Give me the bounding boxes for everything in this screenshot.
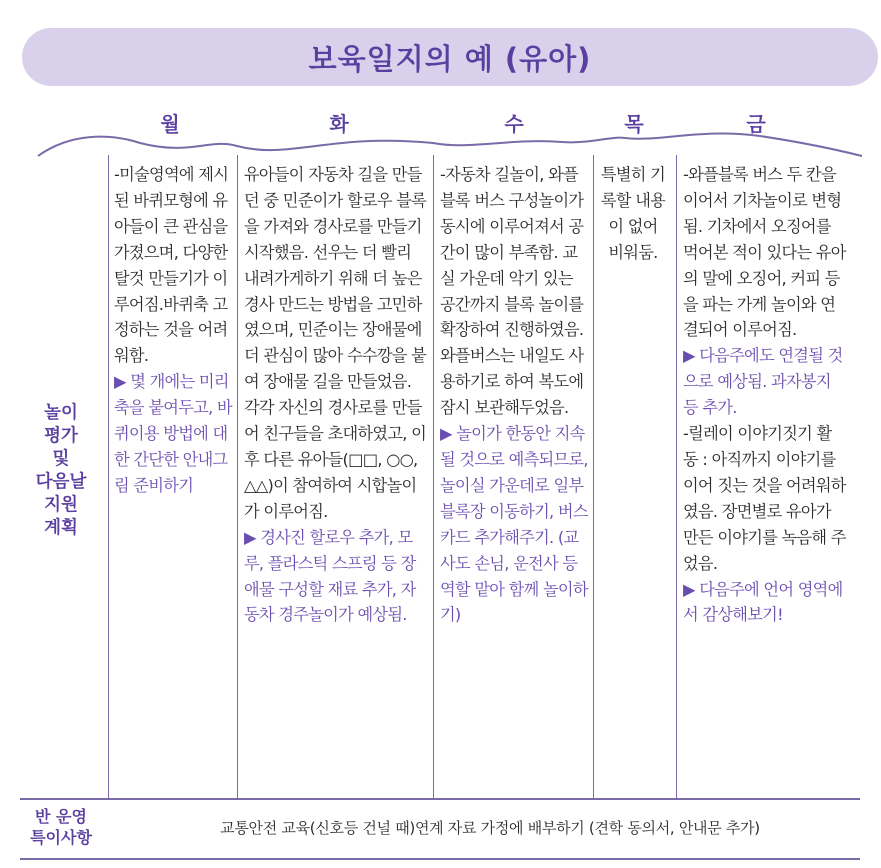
row-label-line: 및 (52, 449, 70, 469)
day-wed: 수 (504, 112, 524, 136)
column-divider (433, 155, 434, 798)
row-label-line: 지원 (44, 495, 78, 515)
cell-friday (683, 162, 846, 628)
row-label-special (20, 806, 102, 848)
plan-text: ▶ 몇 개에는 미리 축을 붙여두고, 바퀴이용 방법에 대한 간단한 안내그림 준비하기 (114, 372, 232, 495)
column-divider (676, 155, 677, 798)
row-label-line: 계획 (44, 518, 78, 538)
day-fri: 금 (746, 112, 766, 136)
evaluation-text: -와플블록 버스 두 칸을 이어서 기차놀이로 변형됨. 기차에서 오징어를 먹어본 적이 있다는 유아의 말에 오징어, 커피 등을 파는 가게 놀이와 연결되어 이루어짐. (683, 165, 846, 340)
plan-text: ▶ 다음주에 언어 영역에서 감상해보기! (683, 579, 843, 625)
day-tue: 화 (329, 112, 349, 136)
plan-text: ▶ 다음주에도 연결될 것으로 예상됨. 과자봉지 등 추가. (683, 346, 843, 418)
evaluation-text: -릴레이 이야기짓기 활동 : 아직까지 이야기를 이어 짓는 것을 어려워하였음. 장면별로 유아가 만든 이야기를 녹음해 주었음. (683, 424, 846, 573)
cell-wednesday (440, 162, 590, 628)
row-divider (20, 798, 860, 800)
evaluation-text: 특별히 기록할 내용이 없어 비워둠. (600, 165, 666, 262)
row-label-line: 반 운영 (35, 807, 87, 826)
plan-text: ▶ 경사진 할로우 추가, 모루, 플라스틱 스프링 등 장애물 구성할 재료 추가, 자동차 경주놀이가 예상됨. (244, 527, 416, 625)
plan-text: ▶ 놀이가 한동안 지속될 것으로 예측되므로, 놀이실 가운데로 일부 블록장 이동하기, 버스 카드 추가해주기. (교사도 손님, 운전사 등 역할 맡아 함께 놀이하기) (440, 424, 588, 625)
day-thu: 목 (624, 112, 644, 136)
title-banner (22, 28, 878, 86)
cell-tuesday (244, 162, 430, 628)
evaluation-text: -미술영역에 제시된 바퀴모형에 유아들이 큰 관심을 가졌으며, 다양한 탈것 만들기가 이루어짐.바퀴축 고정하는 것을 어려워함. (114, 165, 229, 366)
evaluation-text: -자동차 길놀이, 와플블록 버스 구성놀이가 동시에 이루어져서 공간이 많이 부족함. 교실 가운데 악기 있는 공간까지 블록 놀이를 확장하여 진행하였음. 와플버스는 내일도 사용하기로 하여 복도에 잠시 보관해두었음. (440, 165, 584, 418)
row-label-line: 특이사항 (30, 828, 92, 847)
special-notes-text: 교통안전 교육(신호등 건널 때)연계 자료 가정에 배부하기 (견학 동의서, 안내문 추가) (220, 819, 760, 837)
row-label-line: 놀이 (44, 403, 78, 423)
page-title: 보육일지의 예 (유아) (308, 41, 592, 76)
row-label-line: 평가 (44, 426, 78, 446)
evaluation-text: 유아들이 자동차 길을 만들던 중 민준이가 할로우 블록을 가져와 경사로를 만들기 시작했음. 선우는 더 빨리 내려가게하기 위해 더 높은 경사 만드는 방법을 고민하였으며, 민준이는 장애물에 더 관심이 많아 수수깡을 붙여 장애물 길을 만들었음. 각각 자신의 경사로를 만들어 친구들을 초대하였고, 이후 다른 유아들(□□, ○○, △△)이 참여하여 시합놀이가 이루어짐. (244, 165, 427, 521)
table-bottom-rule (20, 858, 860, 860)
cell-thursday (600, 162, 666, 266)
row-label-evaluation (20, 402, 102, 540)
column-divider (593, 155, 594, 798)
column-divider (237, 155, 238, 798)
column-divider (108, 155, 109, 798)
cell-monday (114, 162, 234, 499)
day-mon: 월 (160, 112, 180, 136)
row-label-line: 다음날 (35, 472, 87, 492)
